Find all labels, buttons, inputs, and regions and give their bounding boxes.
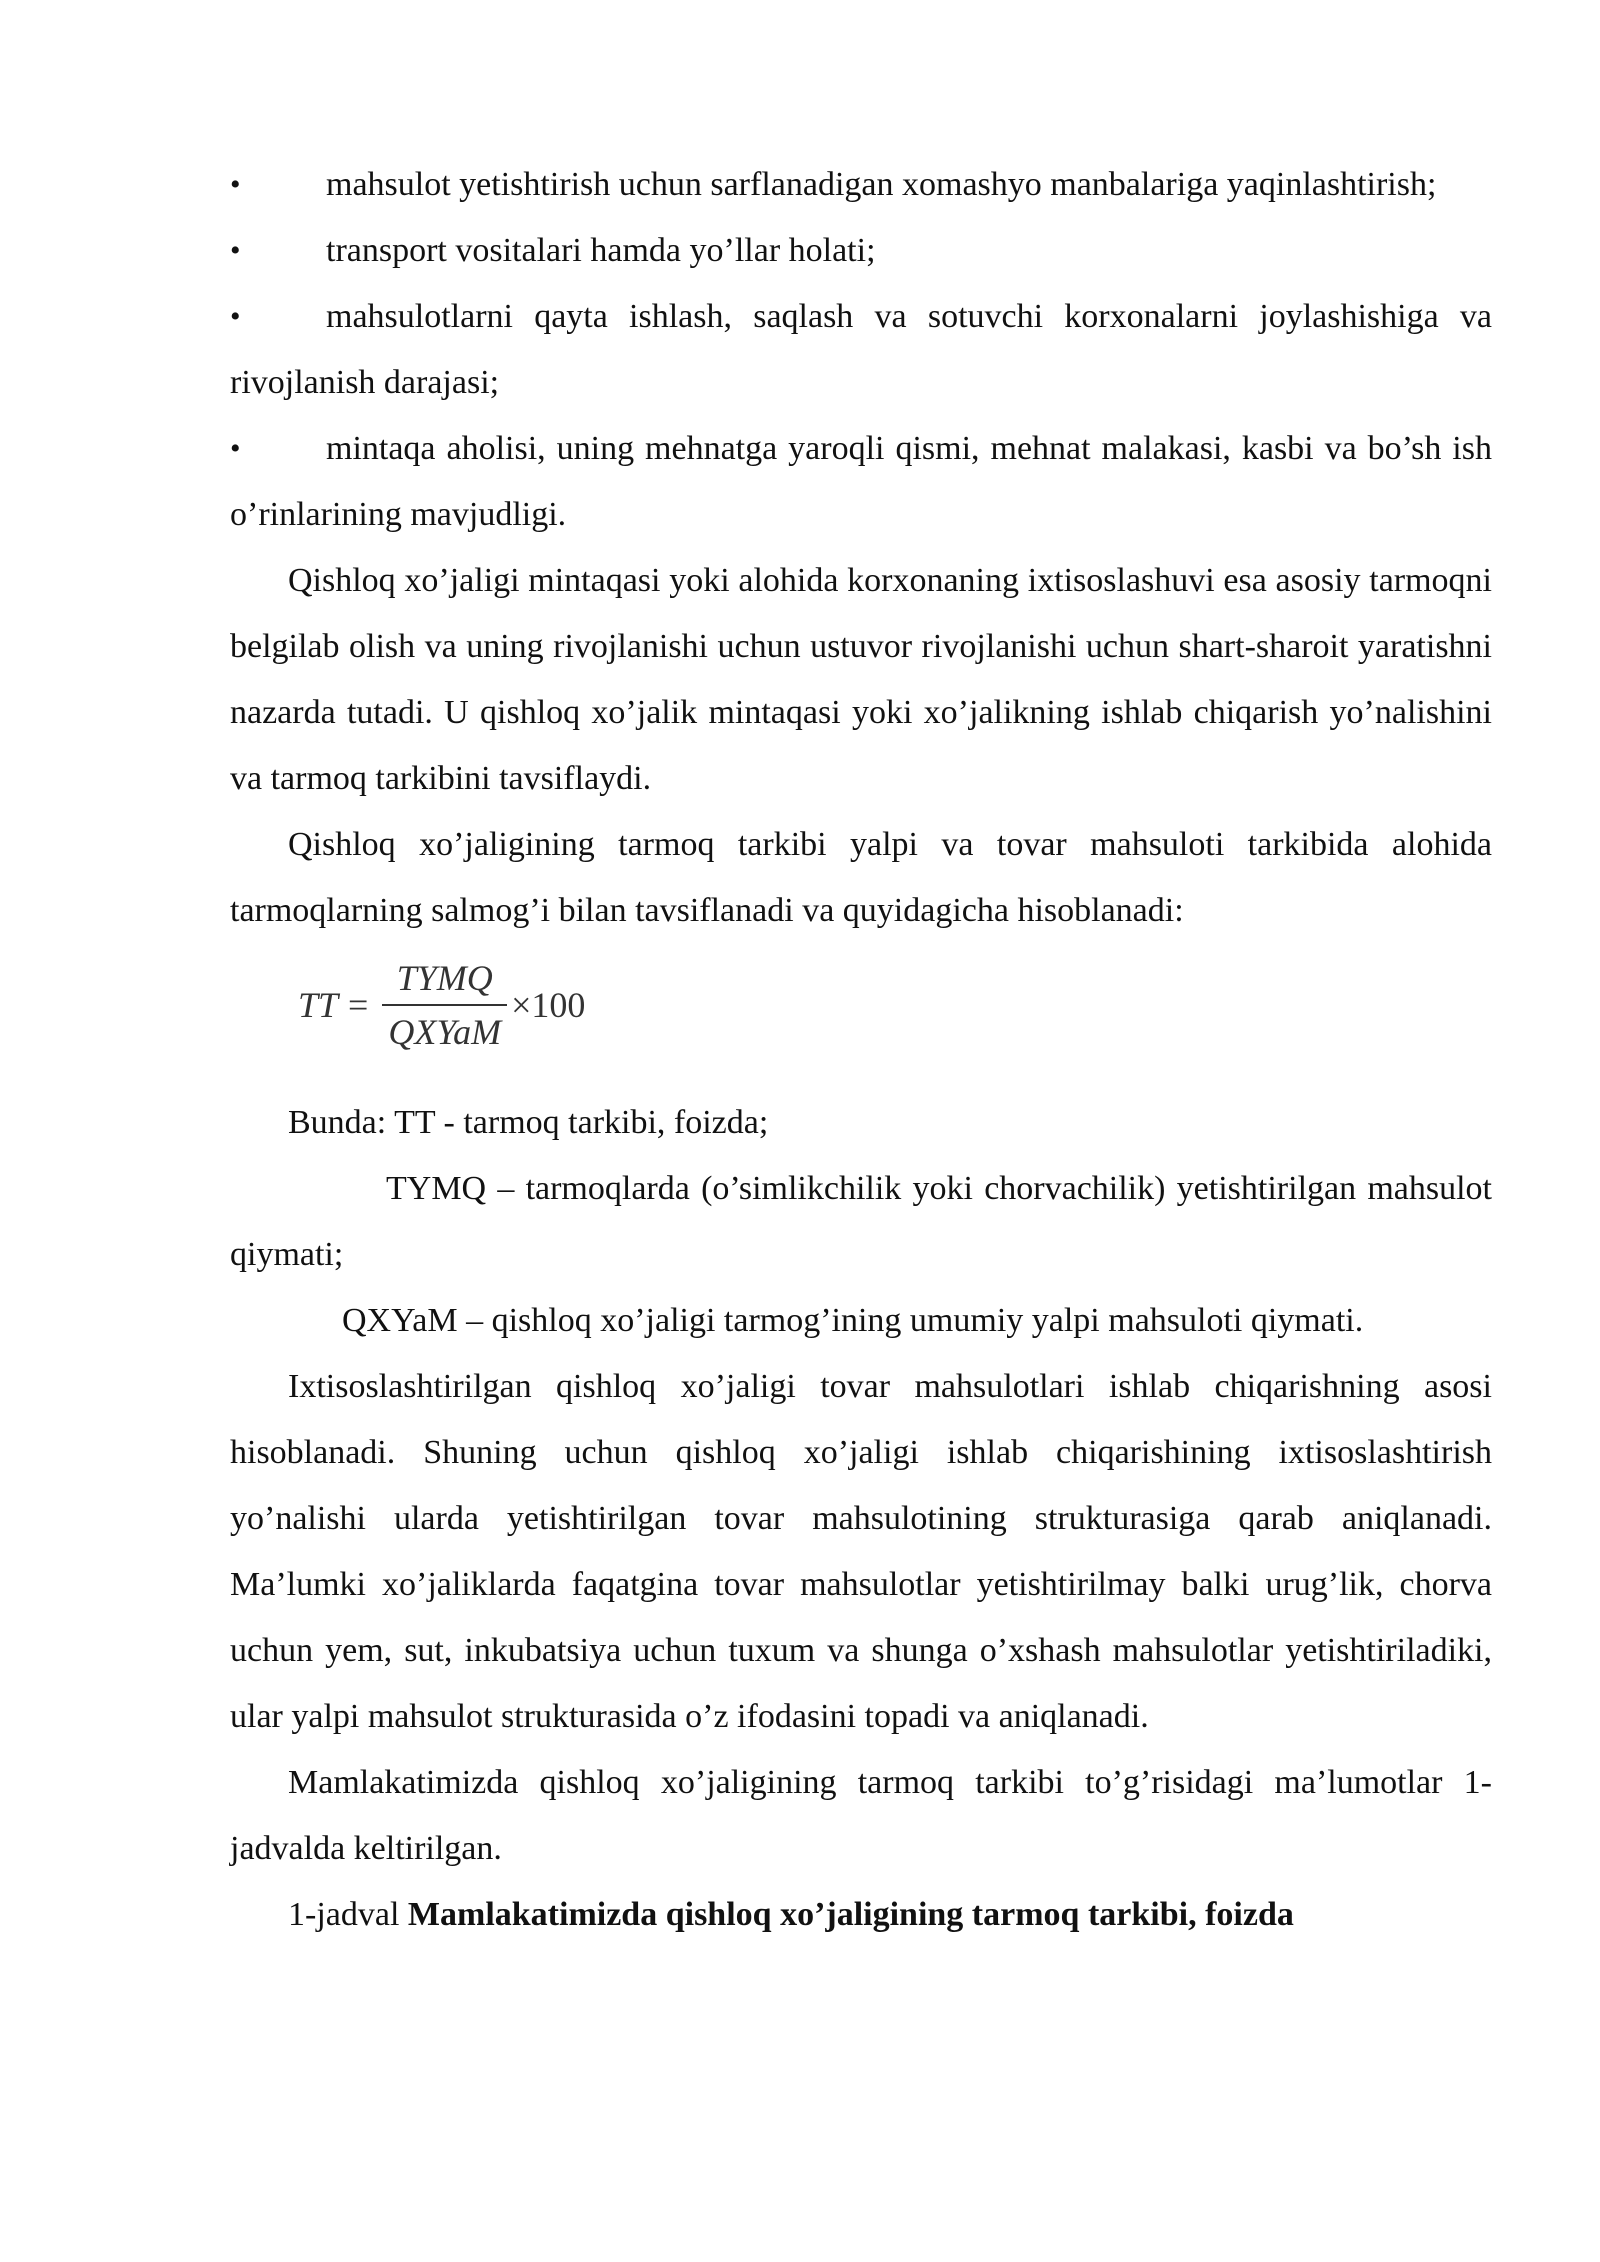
paragraph-specialization: Qishloq xo’jaligi mintaqasi yoki alohida korxonaning ixtisoslashuvi esa asosiy tarmoqni belgilab olish va uning rivojlanishi uchun ustuvor rivojlanishi uchun shart-sharoit yaratishni nazarda tutadi. U qishloq xo’jalik mintaqasi yoki xo’jalikning ishlab chiqarish yo’nalishini va tarmoq tarkibini tavsiflaydi. [230, 562, 1492, 797]
paragraph-specialized-agriculture: Ixtisoslashtirilgan qishloq xo’jaligi tovar mahsulotlari ishlab chiqarishning asosi hisoblanadi. Shuning uchun qishloq xo’jaligi ishlab chiqarishining ixtisoslashtirish yo’nalishi ularda yetishtirilgan tovar mahsulotining strukturasiga qarab aniqlanadi. Ma’lumki xo’jaliklarda faqatgina tovar mahsulotlar yetishtirilmay balki urug’lik, chorva uchun yem, sut, inkubatsiya uchun tuxum va shunga o’xshash mahsulotlar yetishtiriladiki, ular yalpi mahsulot strukturasida o’z ifodasini topadi va aniqlanadi. [230, 1368, 1492, 1735]
paragraph-table-reference: Mamlakatimizda qishloq xo’jaligining tarmoq tarkibi to’g’risidagi ma’lumotlar 1-jadvalda keltirilgan. [230, 1764, 1492, 1867]
formula-equals: = [348, 985, 369, 1025]
definition-tt: Bunda: TT - tarmoq tarkibi, foizda; [288, 1104, 769, 1141]
bullet-item [230, 218, 1492, 284]
table-caption-title: Mamlakatimizda qishloq xo’jaligining tarmoq tarkibi, foizda [407, 1896, 1294, 1933]
bullet-item [230, 152, 1492, 218]
bullet-text: mintaqa aholisi, uning mehnatga yaroqli qismi, mehnat malakasi, kasbi va bo’sh ish o’rinlarining mavjudligi. [230, 430, 1492, 533]
bullet-icon: • [230, 234, 241, 267]
bullet-icon: • [230, 300, 241, 333]
formula-lhs: TT [298, 985, 339, 1025]
bullet-icon: • [230, 168, 241, 201]
bullet-item [230, 416, 1492, 548]
paragraph-branch-structure: Qishloq xo’jaligining tarmoq tarkibi yalpi va tovar mahsuloti tarkibida alohida tarmoqlarning salmog’i bilan tavsiflanadi va quyidagicha hisoblanadi: [230, 826, 1492, 929]
table-caption [230, 1882, 1492, 1948]
formula [230, 950, 1492, 1078]
bullet-text: mahsulot yetishtirish uchun sarflanadigan xomashyo manbalariga yaqinlashtirish; [326, 166, 1437, 203]
formula-numerator: TYMQ [396, 958, 493, 998]
formula-multiplier: ×100 [511, 985, 586, 1025]
formula-expression [298, 956, 585, 1054]
definition-tymq: TYMQ – tarmoqlarda (o’simlikchilik yoki chorvachilik) yetishtirilgan mahsulot qiymati; [230, 1170, 1492, 1273]
formula-denominator: QXYaM [388, 1012, 502, 1052]
bullet-text: mahsulotlarni qayta ishlash, saqlash va sotuvchi korxonalarni joylashishiga va rivojlanish darajasi; [230, 298, 1492, 401]
definition-qxyam: QXYaM – qishloq xo’jaligi tarmog’ining umumiy yalpi mahsuloti qiymati. [342, 1302, 1364, 1339]
table-caption-label: 1-jadval [288, 1896, 400, 1933]
bullet-icon: • [230, 432, 241, 465]
formula-fraction [382, 956, 507, 1054]
bullet-text: transport vositalari hamda yo’llar holati; [326, 232, 876, 269]
document-body [230, 152, 1492, 1948]
bullet-item [230, 284, 1492, 416]
